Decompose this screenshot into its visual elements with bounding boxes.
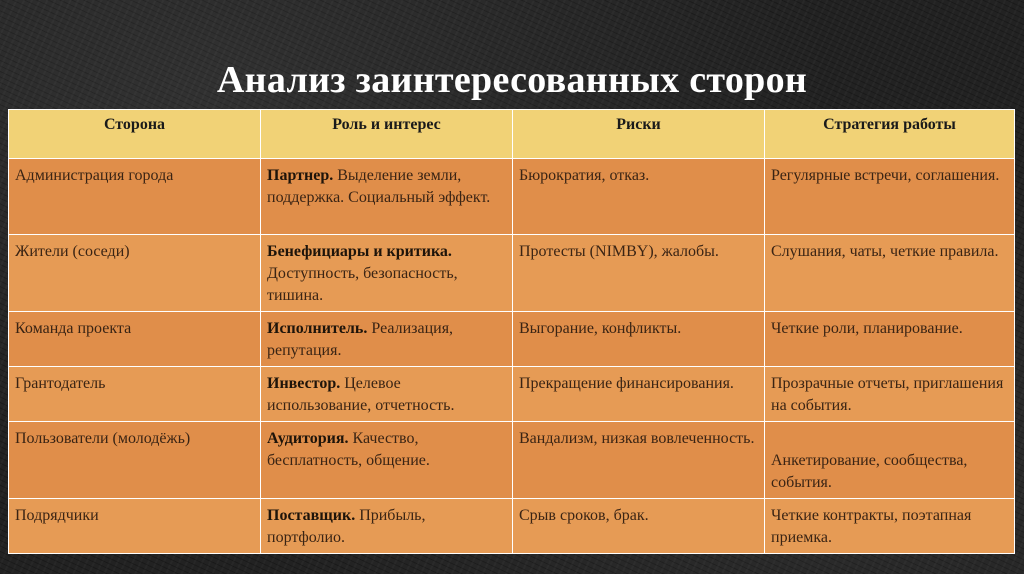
cell-strategy: Четкие роли, планирование.	[765, 312, 1015, 367]
cell-role	[261, 312, 513, 367]
table-row	[9, 367, 1015, 422]
cell-role	[261, 367, 513, 422]
role-title: Поставщик.	[267, 507, 356, 524]
cell-risks: Выгорание, конфликты.	[513, 312, 765, 367]
cell-role	[261, 235, 513, 312]
cell-party: Команда проекта	[9, 312, 261, 367]
header-strategy: Стратегия работы	[765, 110, 1015, 159]
cell-party: Грантодатель	[9, 367, 261, 422]
role-description: Доступность, безопасность, тишина.	[267, 265, 458, 304]
cell-strategy: Четкие контракты, поэтапная приемка.	[765, 499, 1015, 554]
cell-strategy: Слушания, чаты, четкие правила.	[765, 235, 1015, 312]
strategy-text: Анкетирование, сообщества, события.	[771, 452, 968, 491]
role-title: Бенефициары и критика.	[267, 243, 452, 260]
role-title: Партнер.	[267, 167, 334, 184]
cell-risks: Срыв сроков, брак.	[513, 499, 765, 554]
table-row	[9, 159, 1015, 235]
role-description: Целевое использование, отчетность.	[267, 375, 455, 414]
cell-party: Жители (соседи)	[9, 235, 261, 312]
cell-party: Подрядчики	[9, 499, 261, 554]
cell-risks: Прекращение финансирования.	[513, 367, 765, 422]
role-description: Выделение земли, поддержка. Социальный эффект.	[267, 167, 491, 206]
role-title: Аудитория.	[267, 430, 349, 447]
table-row	[9, 422, 1015, 499]
cell-role	[261, 422, 513, 499]
cell-party: Администрация города	[9, 159, 261, 235]
cell-role	[261, 499, 513, 554]
table-header-row	[9, 110, 1015, 159]
table-row	[9, 235, 1015, 312]
cell-strategy	[765, 422, 1015, 499]
header-risks: Риски	[513, 110, 765, 159]
cell-strategy: Регулярные встречи, соглашения.	[765, 159, 1015, 235]
role-description: Качество, бесплатность, общение.	[267, 430, 430, 469]
role-title: Исполнитель.	[267, 320, 368, 337]
cell-strategy: Прозрачные отчеты, приглашения на события.	[765, 367, 1015, 422]
header-party: Сторона	[9, 110, 261, 159]
table-row	[9, 499, 1015, 554]
header-role: Роль и интерес	[261, 110, 513, 159]
role-title: Инвестор.	[267, 375, 341, 392]
role-description: Реализация, репутация.	[267, 320, 454, 359]
table-row	[9, 312, 1015, 367]
cell-risks: Вандализм, низкая вовлеченность.	[513, 422, 765, 499]
cell-risks: Бюрократия, отказ.	[513, 159, 765, 235]
role-description: Прибыль, портфолио.	[267, 507, 426, 546]
cell-role	[261, 159, 513, 235]
stakeholder-table	[8, 109, 1015, 554]
cell-risks: Протесты (NIMBY), жалобы.	[513, 235, 765, 312]
cell-party: Пользователи (молодёжь)	[9, 422, 261, 499]
slide-title: Анализ заинтересованных сторон	[216, 59, 808, 101]
